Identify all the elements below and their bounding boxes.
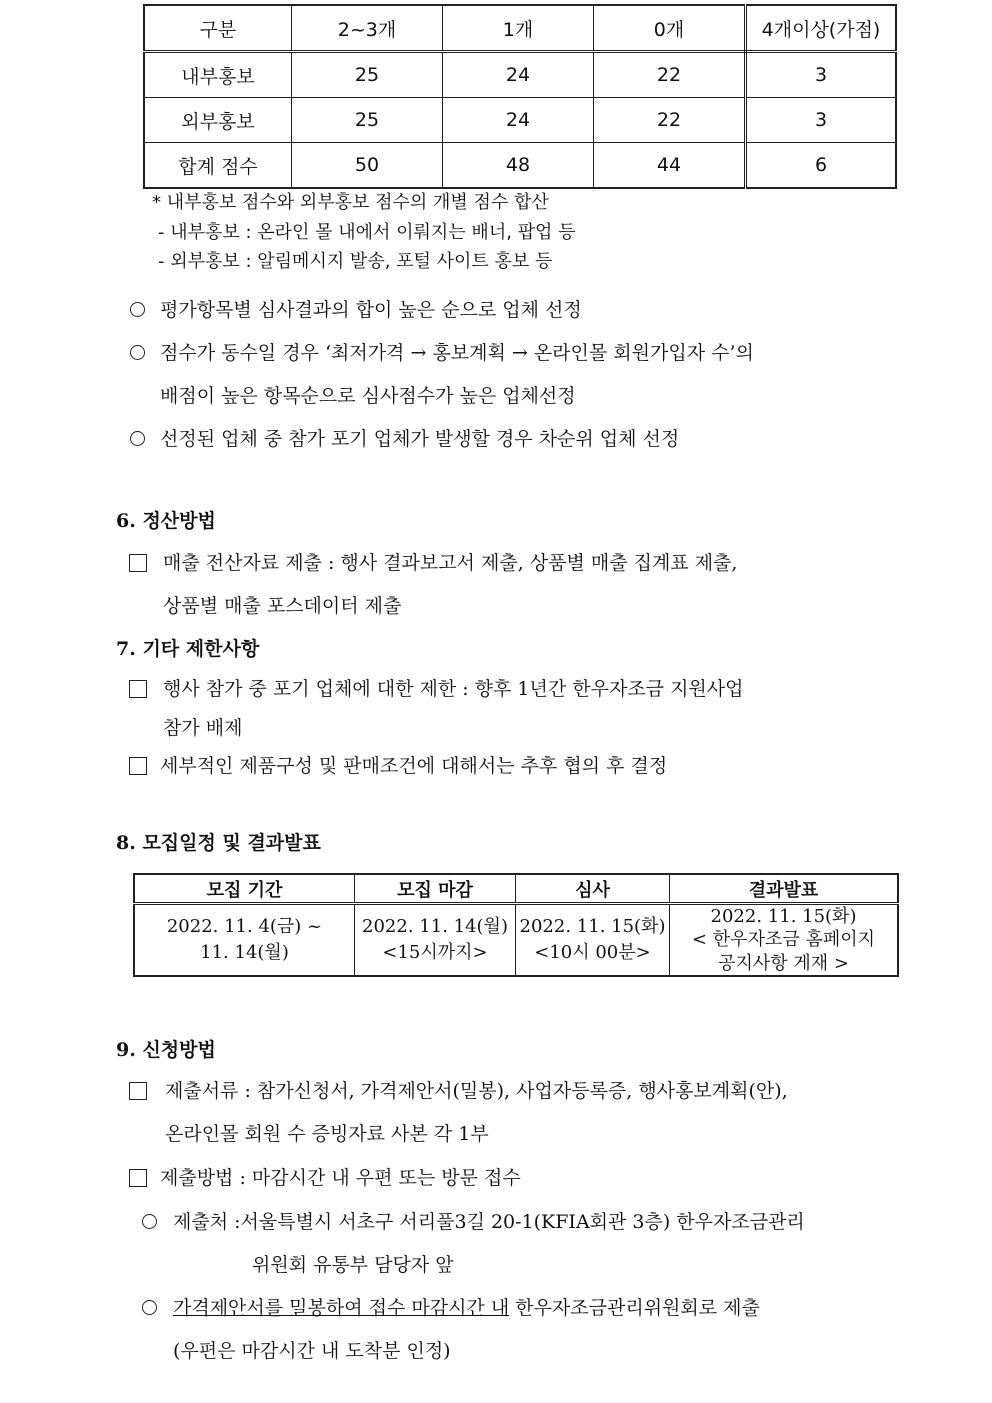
settlement-item-cont: 상품별 매출 포스데이터 제출 bbox=[163, 595, 402, 617]
schedule-text: 2022. 11. 14(월) bbox=[362, 915, 508, 937]
checkbox-square-icon bbox=[129, 1082, 147, 1100]
score-cell: 25 bbox=[292, 98, 443, 143]
schedule-header-cell: 심사 bbox=[516, 874, 670, 904]
schedule-text: 11. 14(월) bbox=[200, 942, 289, 964]
score-row bbox=[144, 143, 896, 189]
schedule-row bbox=[134, 904, 898, 977]
circle-bullet-icon bbox=[142, 1300, 157, 1315]
score-cell: 22 bbox=[594, 98, 746, 143]
circle-bullet-icon bbox=[142, 1214, 157, 1229]
sealed-text-rest: 한우자조금관리위원회로 제출 bbox=[509, 1297, 760, 1319]
score-cell: 48 bbox=[443, 143, 594, 189]
score-row bbox=[144, 52, 896, 98]
score-cell: 24 bbox=[443, 98, 594, 143]
score-row bbox=[144, 98, 896, 143]
schedule-cell-period bbox=[134, 904, 355, 977]
schedule-header-cell: 모집 기간 bbox=[134, 874, 355, 904]
schedule-text: < 한우자조금 홈페이지 bbox=[691, 929, 876, 951]
note-internal: - 내부홍보 : 온라인 몰 내에서 이뤄지는 배너, 팝업 등 bbox=[158, 222, 576, 243]
submission-method: 제출방법 : 마감시간 내 우편 또는 방문 접수 bbox=[160, 1167, 521, 1189]
score-header-cell: 4개이상(가점) bbox=[746, 5, 897, 52]
selection-rule-3: 선정된 업체 중 참가 포기 업체가 발생할 경우 차순위 업체 선정 bbox=[160, 428, 680, 450]
section-6-title: 6. 정산방법 bbox=[116, 510, 216, 532]
score-header-cell: 1개 bbox=[443, 5, 594, 52]
circle-bullet-icon bbox=[130, 431, 145, 446]
score-cell: 22 bbox=[594, 52, 746, 98]
note-sum: * 내부홍보 점수와 외부홍보 점수의 개별 점수 합산 bbox=[152, 192, 549, 213]
score-cell: 3 bbox=[746, 52, 897, 98]
circle-bullet-icon bbox=[130, 302, 145, 317]
schedule-text: 2022. 11. 15(화) bbox=[710, 906, 857, 927]
score-cell: 합계 점수 bbox=[144, 143, 292, 189]
score-header-cell: 2~3개 bbox=[292, 5, 443, 52]
sealed-underlined-text: 가격제안서를 밀봉하여 접수 마감시간 내 bbox=[173, 1297, 510, 1319]
restriction-item-1: 행사 참가 중 포기 업체에 대한 제한 : 향후 1년간 한우자조금 지원사업 bbox=[163, 678, 744, 700]
selection-rule-1: 평가항목별 심사결과의 합이 높은 순으로 업체 선정 bbox=[160, 299, 582, 321]
score-cell: 3 bbox=[746, 98, 897, 143]
submission-destination: 제출처 :서울특별시 서초구 서리풀3길 20-1(KFIA회관 3층) 한우자조금관리 bbox=[173, 1211, 805, 1233]
score-header-row bbox=[144, 5, 896, 52]
circle-bullet-icon bbox=[130, 345, 145, 360]
schedule-text: <10시 00분> bbox=[534, 942, 651, 964]
sealed-submission-note-cont: (우편은 마감시간 내 도착분 인정) bbox=[173, 1340, 451, 1362]
schedule-text: 2022. 11. 15(화) bbox=[519, 915, 666, 937]
schedule-cell-announcement bbox=[670, 904, 899, 977]
settlement-item: 매출 전산자료 제출 : 행사 결과보고서 제출, 상품별 매출 집계표 제출, bbox=[163, 552, 738, 574]
sealed-submission-note bbox=[173, 1293, 760, 1320]
schedule-cell-deadline bbox=[355, 904, 516, 977]
required-documents: 제출서류 : 참가신청서, 가격제안서(밀봉), 사업자등록증, 행사홍보계획(안), bbox=[165, 1080, 788, 1102]
checkbox-square-icon bbox=[129, 554, 147, 572]
schedule-header-cell: 모집 마감 bbox=[355, 874, 516, 904]
restriction-item-2: 세부적인 제품구성 및 판매조건에 대해서는 추후 협의 후 결정 bbox=[160, 755, 668, 777]
score-table bbox=[143, 4, 897, 189]
score-cell: 내부홍보 bbox=[144, 52, 292, 98]
checkbox-square-icon bbox=[129, 1169, 147, 1187]
schedule-header-cell: 결과발표 bbox=[670, 874, 899, 904]
section-8-title: 8. 모집일정 및 결과발표 bbox=[116, 832, 321, 854]
score-header-cell: 구분 bbox=[144, 5, 292, 52]
checkbox-square-icon bbox=[129, 757, 147, 775]
score-cell: 50 bbox=[292, 143, 443, 189]
section-9-title: 9. 신청방법 bbox=[116, 1039, 216, 1061]
score-cell: 24 bbox=[443, 52, 594, 98]
score-cell: 6 bbox=[746, 143, 897, 189]
schedule-header-row bbox=[134, 874, 898, 904]
checkbox-square-icon bbox=[129, 680, 147, 698]
submission-destination-cont: 위원회 유통부 담당자 앞 bbox=[252, 1254, 454, 1276]
schedule-text: 2022. 11. 4(금) ~ bbox=[166, 915, 323, 937]
note-external: - 외부홍보 : 알림메시지 발송, 포털 사이트 홍보 등 bbox=[158, 251, 553, 272]
score-cell: 25 bbox=[292, 52, 443, 98]
schedule-table bbox=[133, 873, 899, 977]
schedule-text: 공지사항 게재 > bbox=[718, 952, 849, 974]
schedule-text: <15시까지> bbox=[382, 942, 488, 964]
selection-rule-2-cont: 배점이 높은 항목순으로 심사점수가 높은 업체선정 bbox=[160, 385, 576, 407]
section-7-title: 7. 기타 제한사항 bbox=[116, 638, 260, 660]
selection-rule-2: 점수가 동수일 경우 ‘최저가격 → 홍보계획 → 온라인몰 회원가입자 수’의 bbox=[160, 342, 754, 364]
restriction-item-1-cont: 참가 배제 bbox=[163, 717, 243, 739]
required-documents-cont: 온라인몰 회원 수 증빙자료 사본 각 1부 bbox=[165, 1123, 489, 1145]
score-cell: 44 bbox=[594, 143, 746, 189]
score-cell: 외부홍보 bbox=[144, 98, 292, 143]
schedule-cell-review bbox=[516, 904, 670, 977]
score-header-cell: 0개 bbox=[594, 5, 746, 52]
